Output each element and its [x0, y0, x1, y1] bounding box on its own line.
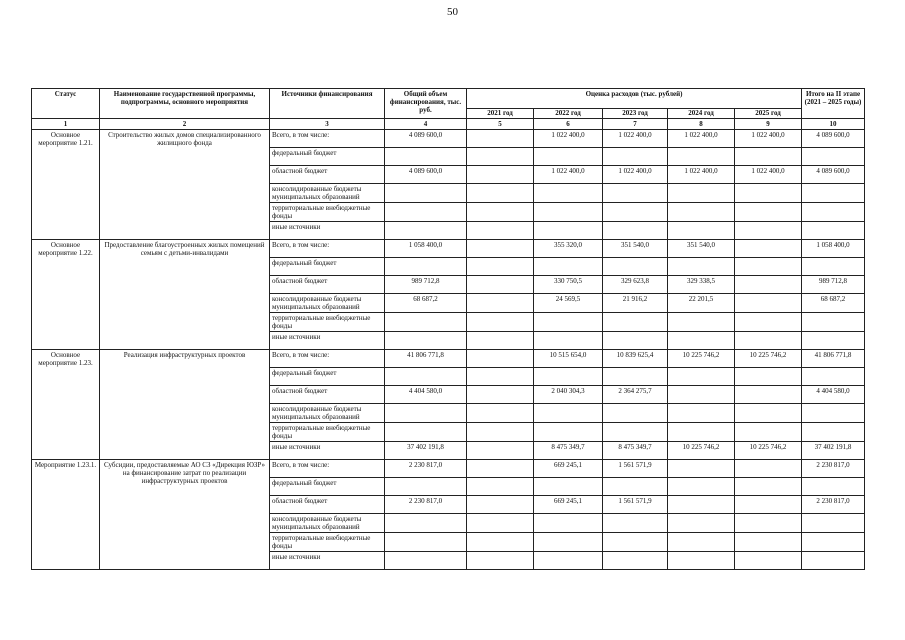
year-2021-cell: [467, 350, 534, 368]
year-2023-cell: [603, 478, 668, 496]
year-2024-cell: 10 225 746,2: [668, 350, 735, 368]
source-cell: территориальные внебюджетные фонды: [270, 533, 385, 552]
header-year-2025: 2025 год: [735, 109, 802, 119]
column-number: 4: [385, 119, 467, 130]
source-cell: консолидированные бюджеты муниципальных образований: [270, 184, 385, 203]
column-number: 7: [603, 119, 668, 130]
year-2025-cell: [735, 258, 802, 276]
source-cell: консолидированные бюджеты муниципальных образований: [270, 514, 385, 533]
year-2024-cell: [668, 423, 735, 442]
year-2021-cell: [467, 552, 534, 570]
year-2021-cell: [467, 313, 534, 332]
year-2025-cell: [735, 368, 802, 386]
source-cell: иные источники: [270, 222, 385, 240]
stage-total-cell: 2 230 817,0: [802, 496, 865, 514]
year-2022-cell: 2 040 304,3: [534, 386, 603, 404]
year-2022-cell: [534, 478, 603, 496]
year-2022-cell: [534, 203, 603, 222]
total-cell: [385, 332, 467, 350]
total-cell: [385, 423, 467, 442]
financing-table: [31, 88, 865, 570]
table-row: [32, 240, 865, 258]
year-2025-cell: [735, 496, 802, 514]
total-cell: [385, 404, 467, 423]
year-2024-cell: 1 022 400,0: [668, 166, 735, 184]
stage-total-cell: [802, 404, 865, 423]
table-row: [32, 460, 865, 478]
stage-total-cell: [802, 478, 865, 496]
year-2022-cell: [534, 184, 603, 203]
year-2023-cell: 10 839 625,4: [603, 350, 668, 368]
stage-total-cell: [802, 533, 865, 552]
stage-total-cell: 989 712,8: [802, 276, 865, 294]
header-status: Статус: [32, 89, 100, 119]
year-2023-cell: 1 561 571,9: [603, 496, 668, 514]
year-2025-cell: [735, 148, 802, 166]
status-cell: Основное мероприятие 1.23.: [32, 350, 100, 460]
year-2022-cell: 669 245,1: [534, 460, 603, 478]
total-cell: 37 402 191,8: [385, 442, 467, 460]
source-cell: Всего, в том числе:: [270, 130, 385, 148]
year-2022-cell: [534, 533, 603, 552]
year-2022-cell: 8 475 349,7: [534, 442, 603, 460]
stage-total-cell: 68 687,2: [802, 294, 865, 313]
year-2021-cell: [467, 442, 534, 460]
year-2025-cell: [735, 386, 802, 404]
status-cell: Основное мероприятие 1.21.: [32, 130, 100, 240]
year-2025-cell: 10 225 746,2: [735, 442, 802, 460]
stage-total-cell: [802, 368, 865, 386]
year-2023-cell: [603, 222, 668, 240]
year-2023-cell: [603, 552, 668, 570]
year-2021-cell: [467, 184, 534, 203]
header-year-2023: 2023 год: [603, 109, 668, 119]
source-cell: федеральный бюджет: [270, 478, 385, 496]
year-2022-cell: [534, 368, 603, 386]
column-number: 1: [32, 119, 100, 130]
column-number: 2: [100, 119, 270, 130]
year-2021-cell: [467, 460, 534, 478]
header-year-2024: 2024 год: [668, 109, 735, 119]
year-2022-cell: [534, 332, 603, 350]
total-cell: 2 230 817,0: [385, 460, 467, 478]
year-2021-cell: [467, 514, 534, 533]
stage-total-cell: [802, 203, 865, 222]
year-2023-cell: [603, 313, 668, 332]
year-2024-cell: [668, 184, 735, 203]
year-2025-cell: [735, 240, 802, 258]
stage-total-cell: [802, 552, 865, 570]
total-cell: [385, 533, 467, 552]
year-2025-cell: 1 022 400,0: [735, 130, 802, 148]
year-2022-cell: 330 750,5: [534, 276, 603, 294]
header-year-2021: 2021 год: [467, 109, 534, 119]
year-2025-cell: [735, 423, 802, 442]
year-2021-cell: [467, 276, 534, 294]
year-2021-cell: [467, 148, 534, 166]
year-2024-cell: 22 201,5: [668, 294, 735, 313]
year-2024-cell: 10 225 746,2: [668, 442, 735, 460]
year-2022-cell: [534, 552, 603, 570]
year-2024-cell: [668, 313, 735, 332]
status-cell: Мероприятие 1.23.1.: [32, 460, 100, 570]
source-cell: консолидированные бюджеты муниципальных образований: [270, 294, 385, 313]
year-2023-cell: 1 022 400,0: [603, 166, 668, 184]
year-2022-cell: 355 320,0: [534, 240, 603, 258]
source-cell: областной бюджет: [270, 496, 385, 514]
total-cell: 4 089 600,0: [385, 130, 467, 148]
year-2021-cell: [467, 258, 534, 276]
year-2024-cell: [668, 514, 735, 533]
year-2022-cell: [534, 404, 603, 423]
total-cell: [385, 222, 467, 240]
source-cell: иные источники: [270, 442, 385, 460]
year-2022-cell: [534, 148, 603, 166]
year-2022-cell: [534, 313, 603, 332]
year-2024-cell: [668, 496, 735, 514]
header-estimate: Оценка расходов (тыс. рублей): [467, 89, 802, 109]
source-cell: областной бюджет: [270, 386, 385, 404]
stage-total-cell: 4 089 600,0: [802, 130, 865, 148]
year-2025-cell: [735, 404, 802, 423]
table-row: [32, 130, 865, 148]
year-2024-cell: [668, 460, 735, 478]
year-2023-cell: [603, 332, 668, 350]
year-2024-cell: [668, 148, 735, 166]
total-cell: [385, 148, 467, 166]
source-cell: Всего, в том числе:: [270, 240, 385, 258]
header-total: Общий объем финансирования, тыс. руб.: [385, 89, 467, 119]
stage-total-cell: [802, 423, 865, 442]
stage-total-cell: 2 230 817,0: [802, 460, 865, 478]
total-cell: [385, 184, 467, 203]
table-row: [32, 350, 865, 368]
stage-total-cell: [802, 184, 865, 203]
year-2023-cell: [603, 533, 668, 552]
year-2023-cell: 1 561 571,9: [603, 460, 668, 478]
year-2021-cell: [467, 166, 534, 184]
year-2025-cell: [735, 276, 802, 294]
stage-total-cell: 37 402 191,8: [802, 442, 865, 460]
year-2024-cell: [668, 386, 735, 404]
stage-total-cell: [802, 258, 865, 276]
program-name-cell: Предоставление благоустроенных жилых помещений семьям с детьми-инвалидами: [100, 240, 270, 350]
year-2023-cell: [603, 423, 668, 442]
stage-total-cell: [802, 313, 865, 332]
year-2022-cell: 1 022 400,0: [534, 130, 603, 148]
year-2023-cell: 8 475 349,7: [603, 442, 668, 460]
year-2021-cell: [467, 332, 534, 350]
header-stage-total: Итого на II этапе (2021 – 2025 годы): [802, 89, 865, 119]
year-2025-cell: [735, 313, 802, 332]
source-cell: областной бюджет: [270, 276, 385, 294]
year-2023-cell: [603, 258, 668, 276]
column-number-row: [32, 119, 865, 130]
total-cell: 4 089 600,0: [385, 166, 467, 184]
year-2021-cell: [467, 533, 534, 552]
total-cell: [385, 313, 467, 332]
year-2024-cell: [668, 368, 735, 386]
year-2021-cell: [467, 222, 534, 240]
year-2021-cell: [467, 130, 534, 148]
year-2025-cell: [735, 294, 802, 313]
year-2023-cell: [603, 203, 668, 222]
year-2021-cell: [467, 386, 534, 404]
year-2023-cell: [603, 514, 668, 533]
stage-total-cell: [802, 514, 865, 533]
year-2023-cell: [603, 368, 668, 386]
year-2023-cell: [603, 148, 668, 166]
column-number: 9: [735, 119, 802, 130]
table-body: [32, 130, 865, 570]
year-2025-cell: [735, 184, 802, 203]
stage-total-cell: [802, 148, 865, 166]
year-2021-cell: [467, 496, 534, 514]
stage-total-cell: [802, 222, 865, 240]
total-cell: 2 230 817,0: [385, 496, 467, 514]
year-2023-cell: [603, 184, 668, 203]
year-2022-cell: 24 569,5: [534, 294, 603, 313]
source-cell: иные источники: [270, 552, 385, 570]
year-2022-cell: [534, 423, 603, 442]
stage-total-cell: [802, 332, 865, 350]
year-2024-cell: 329 338,5: [668, 276, 735, 294]
total-cell: [385, 552, 467, 570]
total-cell: [385, 258, 467, 276]
year-2021-cell: [467, 294, 534, 313]
total-cell: [385, 514, 467, 533]
year-2022-cell: 10 515 654,0: [534, 350, 603, 368]
header-year-2022: 2022 год: [534, 109, 603, 119]
source-cell: Всего, в том числе:: [270, 350, 385, 368]
source-cell: областной бюджет: [270, 166, 385, 184]
header-sources: Источники финансирования: [270, 89, 385, 119]
source-cell: территориальные внебюджетные фонды: [270, 423, 385, 442]
total-cell: 41 806 771,8: [385, 350, 467, 368]
year-2023-cell: [603, 404, 668, 423]
source-cell: федеральный бюджет: [270, 148, 385, 166]
year-2025-cell: 10 225 746,2: [735, 350, 802, 368]
year-2022-cell: [534, 258, 603, 276]
year-2024-cell: 351 540,0: [668, 240, 735, 258]
year-2023-cell: 329 623,8: [603, 276, 668, 294]
stage-total-cell: 1 058 400,0: [802, 240, 865, 258]
status-cell: Основное мероприятие 1.22.: [32, 240, 100, 350]
total-cell: 989 712,8: [385, 276, 467, 294]
year-2022-cell: 1 022 400,0: [534, 166, 603, 184]
program-name-cell: Субсидии, предоставляемые АО СЗ «Дирекция ЮЗР» на финансирование затрат по реализации инфраструктурных проектов: [100, 460, 270, 570]
year-2024-cell: 1 022 400,0: [668, 130, 735, 148]
total-cell: [385, 478, 467, 496]
source-cell: Всего, в том числе:: [270, 460, 385, 478]
year-2024-cell: [668, 552, 735, 570]
year-2024-cell: [668, 478, 735, 496]
column-number: 3: [270, 119, 385, 130]
year-2022-cell: 669 245,1: [534, 496, 603, 514]
total-cell: 68 687,2: [385, 294, 467, 313]
stage-total-cell: 4 404 580,0: [802, 386, 865, 404]
year-2021-cell: [467, 478, 534, 496]
total-cell: 4 404 580,0: [385, 386, 467, 404]
source-cell: федеральный бюджет: [270, 258, 385, 276]
year-2021-cell: [467, 240, 534, 258]
year-2023-cell: 2 364 275,7: [603, 386, 668, 404]
stage-total-cell: 4 089 600,0: [802, 166, 865, 184]
year-2024-cell: [668, 332, 735, 350]
year-2025-cell: [735, 514, 802, 533]
year-2025-cell: [735, 332, 802, 350]
year-2024-cell: [668, 533, 735, 552]
year-2025-cell: [735, 478, 802, 496]
year-2023-cell: 1 022 400,0: [603, 130, 668, 148]
source-cell: консолидированные бюджеты муниципальных образований: [270, 404, 385, 423]
year-2025-cell: [735, 552, 802, 570]
year-2023-cell: 351 540,0: [603, 240, 668, 258]
year-2024-cell: [668, 203, 735, 222]
year-2022-cell: [534, 222, 603, 240]
column-number: 6: [534, 119, 603, 130]
year-2025-cell: [735, 203, 802, 222]
total-cell: [385, 368, 467, 386]
source-cell: территориальные внебюджетные фонды: [270, 203, 385, 222]
source-cell: территориальные внебюджетные фонды: [270, 313, 385, 332]
header-program: Наименование государственной программы, подпрограммы, основного мероприятия: [100, 89, 270, 119]
total-cell: 1 058 400,0: [385, 240, 467, 258]
year-2021-cell: [467, 203, 534, 222]
year-2022-cell: [534, 514, 603, 533]
column-number: 10: [802, 119, 865, 130]
year-2025-cell: [735, 222, 802, 240]
program-name-cell: Реализация инфраструктурных проектов: [100, 350, 270, 460]
year-2024-cell: [668, 258, 735, 276]
year-2025-cell: [735, 460, 802, 478]
total-cell: [385, 203, 467, 222]
year-2024-cell: [668, 404, 735, 423]
year-2021-cell: [467, 368, 534, 386]
year-2021-cell: [467, 423, 534, 442]
year-2025-cell: [735, 533, 802, 552]
column-number: 5: [467, 119, 534, 130]
year-2025-cell: 1 022 400,0: [735, 166, 802, 184]
source-cell: иные источники: [270, 332, 385, 350]
source-cell: федеральный бюджет: [270, 368, 385, 386]
year-2024-cell: [668, 222, 735, 240]
stage-total-cell: 41 806 771,8: [802, 350, 865, 368]
page-number: 50: [447, 6, 458, 18]
year-2023-cell: 21 916,2: [603, 294, 668, 313]
program-name-cell: Строительство жилых домов специализированного жилищного фонда: [100, 130, 270, 240]
column-number: 8: [668, 119, 735, 130]
year-2021-cell: [467, 404, 534, 423]
